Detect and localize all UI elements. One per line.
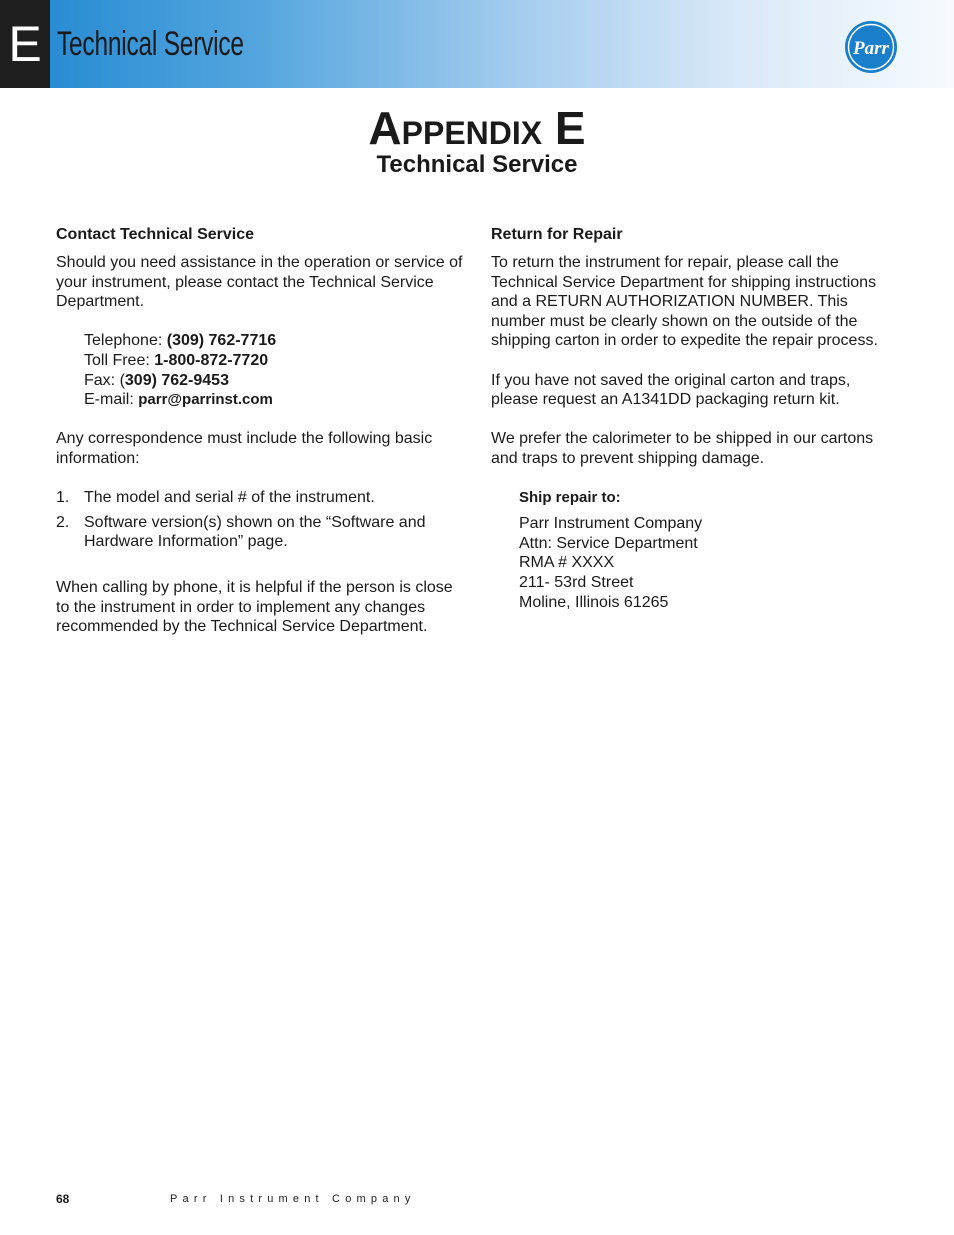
- repair-para-3: We prefer the calorimeter to be shipped in our cartons and traps to prevent shipping damage.: [491, 430, 874, 467]
- right-column: [491, 225, 891, 612]
- appendix-subtitle: Technical Service: [376, 151, 578, 178]
- left-column: [56, 225, 466, 656]
- list-item-text: The model and serial # of the instrument.: [84, 489, 375, 507]
- list-item-text: Software version(s) shown on the “Software and Hardware Information” page.: [84, 513, 426, 551]
- appendix-title: Appendix E: [368, 102, 586, 154]
- page-number: 68: [56, 1192, 70, 1206]
- address-line: Moline, Illinois 61265: [519, 593, 669, 611]
- correspondence-text: Any correspondence must include the following basic information:: [56, 430, 433, 467]
- info-list: [56, 488, 466, 552]
- contact-heading: Contact Technical Service: [56, 226, 254, 243]
- repair-para-1: To return the instrument for repair, please call the Technical Service Department for shipping instructions and a RETURN AUTHORIZATION NUMBER. This number must be clearly shown on the outside of the shipping carton in order to expedite the repair process.: [491, 254, 878, 350]
- list-item-number: 2.: [56, 513, 70, 531]
- telephone-value: (309) 762-7716: [166, 332, 277, 350]
- ship-block: [519, 488, 891, 612]
- logo-text: Parr: [853, 38, 889, 59]
- section-letter-box: E: [0, 0, 50, 88]
- list-item: [56, 488, 466, 508]
- tollfree-label: Toll Free:: [84, 351, 155, 369]
- repair-para-2: If you have not saved the original carton and traps, please request an A1341DD packaging return kit.: [491, 371, 851, 409]
- header-title: Technical Service: [57, 25, 244, 63]
- email-value: parr@parrinst.com: [138, 391, 273, 409]
- fax-line: [84, 371, 466, 391]
- address-line: Attn: Service Department: [519, 534, 698, 552]
- email-line: [84, 390, 466, 410]
- address-line: Parr Instrument Company: [519, 515, 703, 533]
- contact-block: [84, 331, 466, 409]
- fax-label: Fax: (: [84, 371, 125, 389]
- list-item-number: 1.: [56, 489, 70, 507]
- telephone-label: Telephone:: [84, 332, 167, 350]
- email-label: E-mail:: [84, 391, 139, 409]
- tollfree-value: 1-800-872-7720: [154, 351, 269, 369]
- fax-value: 309) 762-9453: [124, 371, 229, 389]
- tollfree-line: [84, 351, 466, 371]
- parr-logo-icon: [843, 19, 899, 75]
- address-line: RMA # XXXX: [519, 554, 615, 572]
- contact-intro: Should you need assistance in the operation or service of your instrument, please contact the Technical Service Department.: [56, 254, 463, 311]
- ship-heading: Ship repair to:: [519, 489, 621, 507]
- phone-note: When calling by phone, it is helpful if the person is close to the instrument in order to implement any changes recommended by the Technical Service Department.: [56, 578, 453, 636]
- footer-company: Parr Instrument Company: [170, 1193, 416, 1205]
- telephone-line: [84, 331, 466, 351]
- repair-heading: Return for Repair: [491, 226, 623, 243]
- address-line: 211- 53rd Street: [519, 573, 634, 591]
- list-item: [56, 513, 466, 552]
